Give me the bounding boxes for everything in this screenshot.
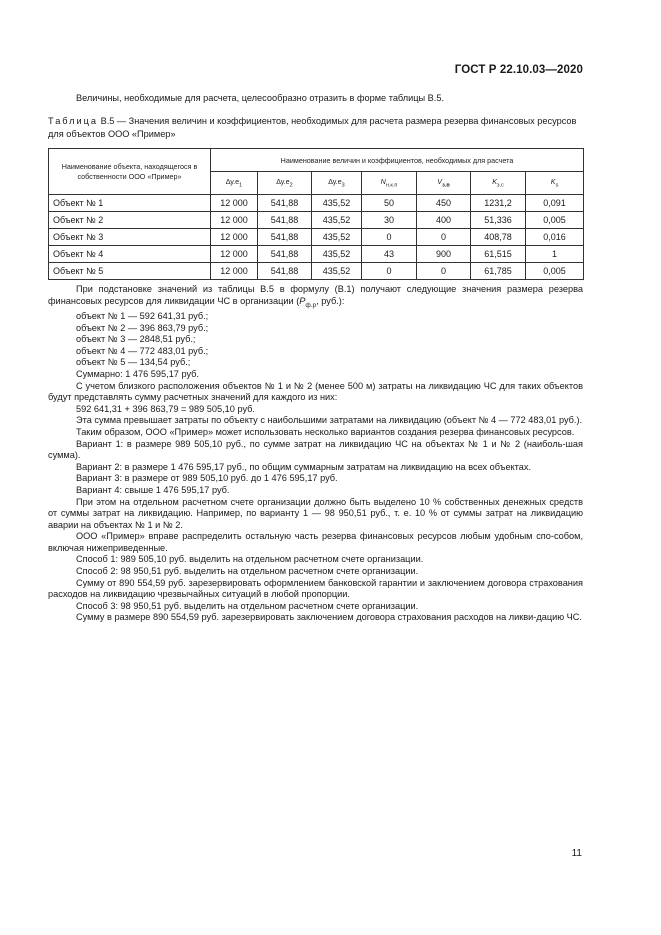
cell-value: 541,88 bbox=[258, 229, 312, 246]
paragraph-variants-intro: Таким образом, ООО «Пример» может использовать несколько вариантов создания резерва финансовых ресурсов. bbox=[76, 426, 575, 437]
cell-value: 435,52 bbox=[312, 212, 362, 229]
column-header-dy2: $\Delta у.е_2$ bbox=[258, 172, 312, 195]
variant-1: Вариант 1: в размере 989 505,10 руб., по сумме затрат на ликвидацию ЧС на объектах № 1 и № 2 (наиболь-шая сумма). bbox=[48, 438, 583, 461]
method-2: Способ 2: 98 950,51 руб. выделить на отдельном расчетном счете организации. bbox=[76, 566, 419, 577]
cell-value: 51,336 bbox=[471, 212, 526, 229]
cell-value: 541,88 bbox=[258, 246, 312, 263]
cell-value: 900 bbox=[417, 246, 471, 263]
cell-value: 400 bbox=[417, 212, 471, 229]
method-3-detail: Сумму в размере 890 554,59 руб. зарезервировать заключением договора страхования расходов на ликви-дацию ЧС. bbox=[76, 612, 582, 623]
cell-value: 541,88 bbox=[258, 263, 312, 280]
cell-value: 435,52 bbox=[312, 229, 362, 246]
table-row bbox=[49, 212, 584, 229]
variant-3: Вариант 3: в размере от 989 505,10 руб. до 1 476 595,17 руб. bbox=[76, 473, 338, 484]
method-3: Способ 3: 98 950,51 руб. выделить на отдельном расчетном счете организации. bbox=[76, 600, 419, 611]
cell-value: 541,88 bbox=[258, 195, 312, 212]
method-2-detail: Сумму от 890 554,59 руб. зарезервировать оформлением банковской гарантии и заключением договора страхования расходов на ликвидацию чрезвычайных ситуаций в любой пропорции. bbox=[48, 577, 583, 600]
table-row bbox=[49, 229, 584, 246]
list-item: объект № 2 — 396 863,79 руб.; bbox=[76, 322, 209, 333]
column-header-dy1: $\Delta у.е_1$ bbox=[211, 172, 258, 195]
cell-value: 12 000 bbox=[211, 212, 258, 229]
cell-value: 0 bbox=[417, 229, 471, 246]
cell-value: 0,005 bbox=[526, 212, 584, 229]
cell-value: 0,005 bbox=[526, 263, 584, 280]
variant-4: Вариант 4: свыше 1 476 595,17 руб. bbox=[76, 484, 230, 495]
cell-value: 435,52 bbox=[312, 195, 362, 212]
list-item: объект № 5 — 134,54 руб.; bbox=[76, 357, 191, 368]
column-header-ks: $K_s$ bbox=[526, 172, 584, 195]
table-row bbox=[49, 246, 584, 263]
cell-value: 61,785 bbox=[471, 263, 526, 280]
method-1: Способ 1: 989 505,10 руб. выделить на отдельном расчетном счете организации. bbox=[76, 554, 424, 565]
cell-value: 43 bbox=[362, 246, 417, 263]
cell-value: 0 bbox=[417, 263, 471, 280]
column-header-kzs: $K_{з.с}$ bbox=[471, 172, 526, 195]
column-header-vzv: $V_{з.в}$ bbox=[417, 172, 471, 195]
quantities-group-header: Наименование величин и коэффициентов, необходимых для расчета bbox=[211, 149, 584, 172]
column-header-nnkp: $N_{н.к.п}$ bbox=[362, 172, 417, 195]
row-object-name: Объект № 3 bbox=[49, 229, 211, 246]
row-object-name: Объект № 1 bbox=[49, 195, 211, 212]
cell-value: 1231,2 bbox=[471, 195, 526, 212]
cell-value: 435,52 bbox=[312, 246, 362, 263]
cell-value: 0 bbox=[362, 263, 417, 280]
variant-2: Вариант 2: в размере 1 476 595,17 руб., по общим суммарным затратам на ликвидацию на всех объектах. bbox=[76, 461, 532, 472]
cell-value: 541,88 bbox=[258, 212, 312, 229]
table-row bbox=[49, 195, 584, 212]
cell-value: 30 bbox=[362, 212, 417, 229]
cell-value: 408,78 bbox=[471, 229, 526, 246]
cell-value: 0 bbox=[362, 229, 417, 246]
row-object-name: Объект № 2 bbox=[49, 212, 211, 229]
table-caption-label: Таблица bbox=[48, 116, 99, 126]
body-text bbox=[48, 284, 583, 624]
cell-value: 12 000 bbox=[211, 263, 258, 280]
list-item: объект № 3 — 2848,51 руб.; bbox=[76, 334, 196, 345]
row-object-name: Объект № 4 bbox=[49, 246, 211, 263]
paragraph-ten-percent: При этом на отдельном расчетном счете организации должно быть выделено 10 % собственных денежных средств от суммы затрат на ликвидацию. Например, по варианту 1 — 98 950,51 руб., т. е. 10 % от суммы затрат на ликвидацию аварии на объектах № 1 и № 2. bbox=[48, 496, 583, 530]
list-item-total: Суммарно: 1 476 595,17 руб. bbox=[76, 368, 199, 379]
intro-sentence: Величины, необходимые для расчета, целесообразно отразить в форме таблицы В.5. bbox=[76, 93, 445, 103]
cell-value: 12 000 bbox=[211, 195, 258, 212]
paragraph-substitution: При подстановке значений из таблицы В.5 в формулу (В.1) получают следующие значения размера резерва финансовых ресурсов для ликвидации ЧС в организации ($P_{ф.р}$, руб.): bbox=[48, 284, 583, 309]
table-row bbox=[49, 263, 584, 280]
cell-value: 1 bbox=[526, 246, 584, 263]
cell-value: 12 000 bbox=[211, 246, 258, 263]
table-caption-number: В.5 — bbox=[98, 116, 129, 126]
cell-value: 450 bbox=[417, 195, 471, 212]
list-item: объект № 4 — 772 483,01 руб.; bbox=[76, 345, 209, 356]
cell-value: 0,091 bbox=[526, 195, 584, 212]
cell-value: 12 000 bbox=[211, 229, 258, 246]
table-caption-text: Значения величин и коэффициентов, необходимых для расчета размера резерва финансовых ресурсов для объектов ООО «Пример» bbox=[48, 116, 577, 139]
row-object-name: Объект № 5 bbox=[49, 263, 211, 280]
cell-value: 435,52 bbox=[312, 263, 362, 280]
sum-formula: 592 641,31 + 396 863,79 = 989 505,10 руб. bbox=[76, 403, 255, 414]
cell-value: 50 bbox=[362, 195, 417, 212]
object-column-header: Наименование объекта, находящегося в собственности ООО «Пример» bbox=[49, 149, 211, 195]
table-caption bbox=[48, 115, 586, 140]
paragraph-distribution: ООО «Пример» вправе распределить остальную часть резерва финансовых ресурсов любым удобным спо-собом, включая нижеприведенные. bbox=[48, 531, 583, 553]
paragraph-exceeds: Эта сумма превышает затраты по объекту с наибольшими затратами на ликвидацию (объект № 4 — 772 483,01 руб.). bbox=[76, 415, 583, 426]
paragraph-proximity: С учетом близкого расположения объектов № 1 и № 2 (менее 500 м) затраты на ликвидацию ЧС для таких объектов будут представлять сумму расчетных значений для каждого из них: bbox=[48, 380, 583, 403]
values-table bbox=[48, 148, 584, 280]
cell-value: 61,515 bbox=[471, 246, 526, 263]
column-header-dy3: $\Delta у.е_3$ bbox=[312, 172, 362, 195]
cell-value: 0,016 bbox=[526, 229, 584, 246]
document-standard-number: ГОСТ Р 22.10.03—2020 bbox=[454, 64, 583, 76]
page-number: 11 bbox=[571, 848, 582, 859]
list-item: объект № 1 — 592 641,31 руб.; bbox=[76, 311, 209, 322]
